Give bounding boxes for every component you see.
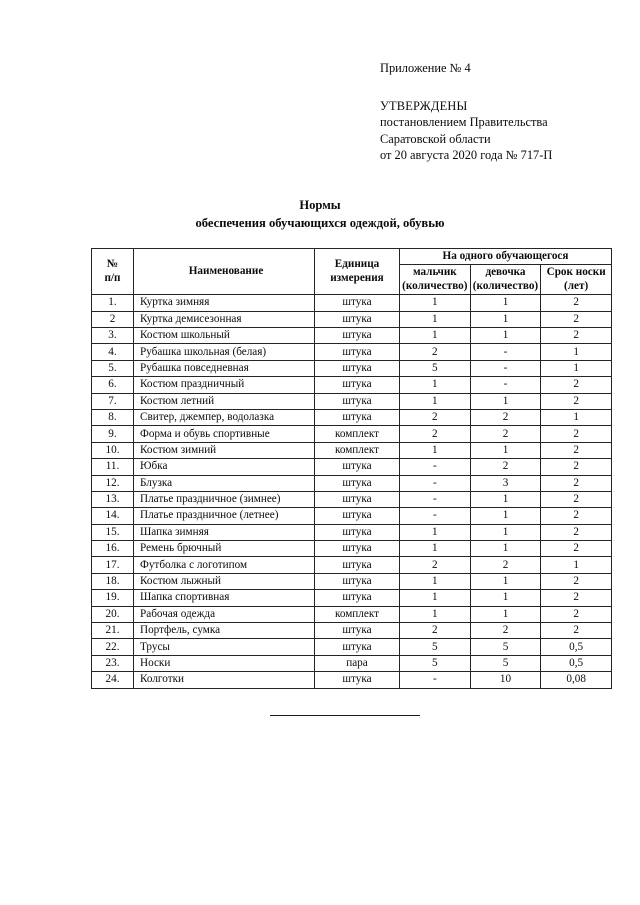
row-term: 2: [541, 573, 612, 589]
row-term: 0,5: [541, 655, 612, 671]
row-unit: штука: [315, 491, 400, 507]
row-number: 4.: [92, 344, 134, 360]
column-header-boy-main: мальчик: [412, 266, 457, 279]
row-girl-count: 1: [470, 606, 541, 622]
row-unit: штука: [315, 475, 400, 491]
row-boy-count: 1: [400, 442, 471, 458]
row-number: 6.: [92, 377, 134, 393]
row-item-name: Рубашка школьная (белая): [134, 344, 315, 360]
row-girl-count: 2: [470, 623, 541, 639]
column-header-number-main: №: [106, 258, 119, 271]
row-item-name: Юбка: [134, 459, 315, 475]
row-unit: комплект: [315, 606, 400, 622]
row-unit: штука: [315, 360, 400, 376]
row-term: 2: [541, 524, 612, 540]
table-row: [92, 524, 612, 540]
approval-line-2: Саратовской области: [380, 131, 491, 146]
table-row: [92, 459, 612, 475]
table-row: [92, 426, 612, 442]
row-girl-count: -: [470, 360, 541, 376]
row-girl-count: 2: [470, 409, 541, 425]
table-row: [92, 475, 612, 491]
table-row: [92, 655, 612, 671]
row-term: 2: [541, 426, 612, 442]
column-header-boy-sub: (количество): [402, 279, 468, 292]
row-boy-count: 2: [400, 344, 471, 360]
row-boy-count: -: [400, 508, 471, 524]
column-header-girl-sub: (количество): [472, 279, 539, 292]
row-term: 2: [541, 606, 612, 622]
row-girl-count: 1: [470, 491, 541, 507]
bottom-separator-rule: [270, 715, 420, 716]
row-girl-count: 3: [470, 475, 541, 491]
row-boy-count: 1: [400, 295, 471, 311]
table-row: [92, 541, 612, 557]
table-row: [92, 360, 612, 376]
row-number: 3.: [92, 328, 134, 344]
column-header-term-main: Срок носки: [546, 266, 606, 279]
row-girl-count: -: [470, 344, 541, 360]
row-girl-count: 2: [470, 459, 541, 475]
row-term: 1: [541, 360, 612, 376]
row-unit: штука: [315, 557, 400, 573]
row-item-name: Костюм зимний: [134, 442, 315, 458]
row-girl-count: 1: [470, 295, 541, 311]
row-number: 18.: [92, 573, 134, 589]
row-term: 1: [541, 409, 612, 425]
approval-header-block: [380, 60, 620, 164]
row-unit: штука: [315, 328, 400, 344]
row-item-name: Рабочая одежда: [134, 606, 315, 622]
row-girl-count: 1: [470, 508, 541, 524]
table-body: [92, 295, 612, 688]
row-boy-count: 5: [400, 360, 471, 376]
row-unit: штука: [315, 508, 400, 524]
row-term: 2: [541, 295, 612, 311]
row-boy-count: 2: [400, 623, 471, 639]
row-number: 22.: [92, 639, 134, 655]
table-row: [92, 672, 612, 688]
row-item-name: Свитер, джемпер, водолазка: [134, 409, 315, 425]
row-item-name: Блузка: [134, 475, 315, 491]
row-item-name: Шапка спортивная: [134, 590, 315, 606]
row-term: 1: [541, 344, 612, 360]
row-number: 24.: [92, 672, 134, 688]
row-girl-count: -: [470, 377, 541, 393]
row-term: 2: [541, 590, 612, 606]
row-boy-count: 5: [400, 639, 471, 655]
row-boy-count: -: [400, 491, 471, 507]
row-girl-count: 1: [470, 393, 541, 409]
table-row: [92, 295, 612, 311]
row-unit: штука: [315, 393, 400, 409]
row-number: 1.: [92, 295, 134, 311]
row-number: 13.: [92, 491, 134, 507]
row-boy-count: 1: [400, 393, 471, 409]
table-row: [92, 508, 612, 524]
row-item-name: Костюм лыжный: [134, 573, 315, 589]
row-number: 7.: [92, 393, 134, 409]
table-row: [92, 639, 612, 655]
row-unit: штука: [315, 459, 400, 475]
row-term: 0,08: [541, 672, 612, 688]
row-item-name: Платье праздничное (летнее): [134, 508, 315, 524]
row-girl-count: 1: [470, 573, 541, 589]
table-row: [92, 393, 612, 409]
column-header-term: [541, 265, 612, 295]
row-unit: штука: [315, 573, 400, 589]
row-girl-count: 1: [470, 442, 541, 458]
row-unit: штука: [315, 524, 400, 540]
row-boy-count: 5: [400, 655, 471, 671]
row-unit: штука: [315, 639, 400, 655]
row-item-name: Футболка с логотипом: [134, 557, 315, 573]
row-item-name: Трусы: [134, 639, 315, 655]
row-number: 14.: [92, 508, 134, 524]
row-term: 2: [541, 459, 612, 475]
row-girl-count: 1: [470, 328, 541, 344]
row-number: 12.: [92, 475, 134, 491]
row-item-name: Костюм школьный: [134, 328, 315, 344]
row-boy-count: 1: [400, 328, 471, 344]
row-number: 11.: [92, 459, 134, 475]
row-boy-count: 1: [400, 606, 471, 622]
column-header-unit: [315, 249, 400, 295]
row-unit: комплект: [315, 442, 400, 458]
column-header-name: Наименование: [134, 249, 315, 295]
column-header-number-sub: п/п: [104, 271, 121, 284]
row-unit: штука: [315, 590, 400, 606]
row-unit: штука: [315, 541, 400, 557]
row-number: 10.: [92, 442, 134, 458]
row-boy-count: 1: [400, 541, 471, 557]
row-term: 2: [541, 491, 612, 507]
row-item-name: Рубашка повседневная: [134, 360, 315, 376]
table-row: [92, 311, 612, 327]
table-row: [92, 409, 612, 425]
approval-line-1: постановлением Правительства: [380, 115, 548, 130]
row-unit: штука: [315, 409, 400, 425]
row-number: 15.: [92, 524, 134, 540]
row-number: 2: [92, 311, 134, 327]
row-boy-count: 1: [400, 377, 471, 393]
row-unit: штука: [315, 623, 400, 639]
row-girl-count: 1: [470, 524, 541, 540]
table-header-row-1: [92, 249, 612, 265]
row-unit: штука: [315, 672, 400, 688]
row-girl-count: 5: [470, 639, 541, 655]
row-item-name: Шапка зимняя: [134, 524, 315, 540]
table-row: [92, 557, 612, 573]
table-header: [92, 249, 612, 295]
row-girl-count: 1: [470, 590, 541, 606]
row-number: 9.: [92, 426, 134, 442]
row-item-name: Костюм праздничный: [134, 377, 315, 393]
row-unit: штука: [315, 377, 400, 393]
row-boy-count: 1: [400, 311, 471, 327]
row-number: 8.: [92, 409, 134, 425]
row-item-name: Платье праздничное (зимнее): [134, 491, 315, 507]
row-girl-count: 10: [470, 672, 541, 688]
row-boy-count: -: [400, 475, 471, 491]
column-header-girl-main: девочка: [485, 266, 526, 279]
row-term: 2: [541, 623, 612, 639]
row-boy-count: 2: [400, 409, 471, 425]
approved-label: УТВЕРЖДЕНЫ: [380, 98, 468, 113]
column-header-unit-main: Единица: [334, 258, 380, 271]
row-item-name: Куртка демисезонная: [134, 311, 315, 327]
row-boy-count: 1: [400, 573, 471, 589]
row-girl-count: 5: [470, 655, 541, 671]
row-number: 21.: [92, 623, 134, 639]
row-boy-count: 2: [400, 426, 471, 442]
page-title-line-1: Нормы: [299, 198, 341, 212]
row-number: 23.: [92, 655, 134, 671]
column-header-unit-sub: измерения: [330, 271, 384, 284]
table-row: [92, 606, 612, 622]
page-title: [0, 196, 640, 232]
page-title-line-2: обеспечения обучающихся одеждой, обувью: [195, 216, 445, 230]
row-girl-count: 1: [470, 311, 541, 327]
norms-table: [91, 248, 612, 689]
column-header-girl: [470, 265, 541, 295]
row-term: 2: [541, 311, 612, 327]
row-term: 2: [541, 393, 612, 409]
table-row: [92, 573, 612, 589]
row-boy-count: -: [400, 459, 471, 475]
row-unit: пара: [315, 655, 400, 671]
row-number: 20.: [92, 606, 134, 622]
row-item-name: Носки: [134, 655, 315, 671]
column-header-boy: [400, 265, 471, 295]
appendix-number: Приложение № 4: [380, 61, 471, 75]
row-term: 2: [541, 377, 612, 393]
table-row: [92, 590, 612, 606]
table-row: [92, 623, 612, 639]
row-number: 5.: [92, 360, 134, 376]
row-unit: штука: [315, 295, 400, 311]
row-item-name: Куртка зимняя: [134, 295, 315, 311]
row-boy-count: 1: [400, 590, 471, 606]
column-header-term-sub: (лет): [564, 279, 589, 292]
row-term: 2: [541, 508, 612, 524]
column-header-number: [92, 249, 134, 295]
row-unit: штука: [315, 311, 400, 327]
row-number: 16.: [92, 541, 134, 557]
row-term: 0,5: [541, 639, 612, 655]
row-term: 1: [541, 557, 612, 573]
column-header-per-student: На одного обучающегося: [400, 249, 612, 265]
table-row: [92, 344, 612, 360]
row-boy-count: 2: [400, 557, 471, 573]
row-boy-count: -: [400, 672, 471, 688]
row-boy-count: 1: [400, 524, 471, 540]
table-row: [92, 377, 612, 393]
row-unit: штука: [315, 344, 400, 360]
row-number: 17.: [92, 557, 134, 573]
row-girl-count: 1: [470, 541, 541, 557]
row-unit: комплект: [315, 426, 400, 442]
table-row: [92, 328, 612, 344]
row-girl-count: 2: [470, 426, 541, 442]
row-item-name: Ремень брючный: [134, 541, 315, 557]
row-term: 2: [541, 328, 612, 344]
row-item-name: Портфель, сумка: [134, 623, 315, 639]
row-term: 2: [541, 442, 612, 458]
row-term: 2: [541, 475, 612, 491]
row-number: 19.: [92, 590, 134, 606]
row-girl-count: 2: [470, 557, 541, 573]
row-item-name: Костюм летний: [134, 393, 315, 409]
table-row: [92, 491, 612, 507]
row-term: 2: [541, 541, 612, 557]
row-item-name: Форма и обувь спортивные: [134, 426, 315, 442]
approval-line-3: от 20 августа 2020 года № 717-П: [380, 148, 553, 163]
table-row: [92, 442, 612, 458]
row-item-name: Колготки: [134, 672, 315, 688]
